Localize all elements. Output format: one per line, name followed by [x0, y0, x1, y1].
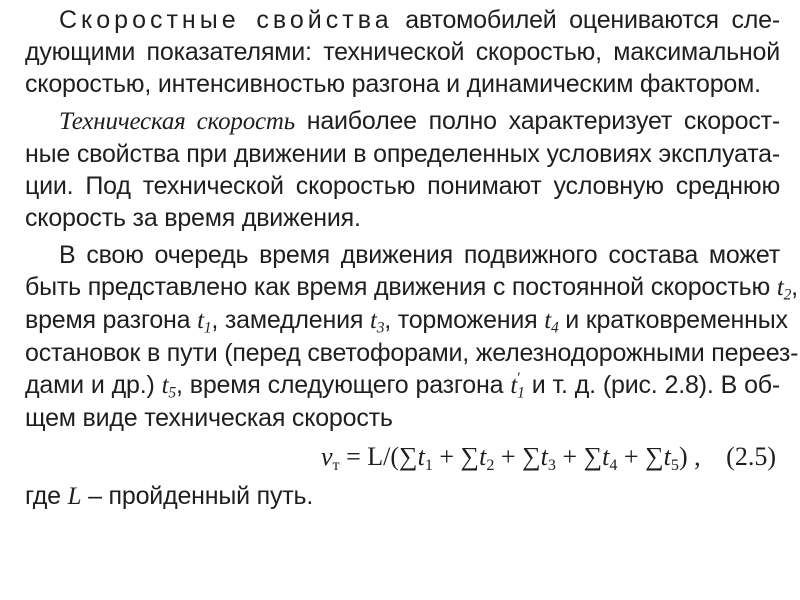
equation-number: (2.5) — [726, 442, 776, 471]
text-fragment: и т. д. (рис. 2.8). В об- — [531, 371, 781, 399]
text-fragment: дами и др.) — [25, 371, 155, 399]
text-fragment: где — [25, 482, 61, 510]
variable-t1: $t_1$ — [197, 307, 212, 337]
text-line: остановок в пути (перед светофорами, железнодорожными переез- — [25, 339, 799, 367]
variable-t4: $t_4$ — [544, 307, 559, 337]
text-line: ции. Под технической скоростью понимают условную среднюю — [25, 172, 780, 200]
spaced-term: Скоростные свойства — [59, 6, 393, 34]
variable-t3: $t_3$ — [369, 307, 385, 337]
text-fragment: – пройденный путь. — [88, 482, 314, 510]
text-line — [25, 480, 780, 513]
text-fragment: , торможения — [384, 306, 538, 334]
text-line: ные свойства при движении в определенных условиях эксплуата- — [25, 140, 780, 168]
text-line: быть представлено как время движения с постоянной скоростью $t_2$, — [25, 273, 798, 304]
text-fragment: автомобилей оцениваются сле- — [405, 6, 780, 34]
text-line: щем виде техническая скорость — [25, 404, 393, 432]
text-line — [25, 369, 780, 402]
text-line: В свою очередь время движения подвижного состава может — [59, 241, 780, 269]
text-fragment: , замедления — [211, 306, 364, 334]
text-line: дующими показателями: технической скоростью, максимальной — [25, 38, 780, 66]
variable-t1-prime: t ′ $_1$ — [510, 370, 525, 402]
paragraph-speed-properties — [25, 4, 780, 100]
text-fragment: быть представлено как время движения с постоянной скоростью — [25, 273, 771, 301]
italic-term: Техническая скорость — [59, 108, 295, 135]
technical-speed-formula: $v_т = L/(\sum t_1 + \sum t_2 + \sum t_3 + \sum t_4 + \sum t_5)$ , — [321, 442, 701, 474]
variable-t2: $t_2$ — [776, 274, 792, 304]
formula-block — [25, 436, 780, 480]
text-line: скорость за время движения. — [25, 204, 361, 232]
text-fragment: наиболее полно характеризует скорост- — [306, 107, 780, 135]
text-line — [25, 4, 780, 36]
text-line: скоростью, интенсивностью разгона и динамическим фактором. — [25, 70, 761, 98]
text-fragment: , время следующего разгона — [175, 371, 504, 399]
paragraph-technical-speed — [25, 105, 780, 234]
paragraph-where-L — [25, 480, 780, 513]
variable-t5: $t_5$ — [161, 372, 176, 402]
text-fragment: и кратковременных — [565, 306, 788, 334]
paragraph-movement-time — [25, 239, 799, 434]
text-line — [25, 105, 780, 138]
variable-L: L — [67, 483, 82, 510]
text-fragment: время разгона — [25, 306, 191, 334]
text-line — [25, 304, 788, 337]
